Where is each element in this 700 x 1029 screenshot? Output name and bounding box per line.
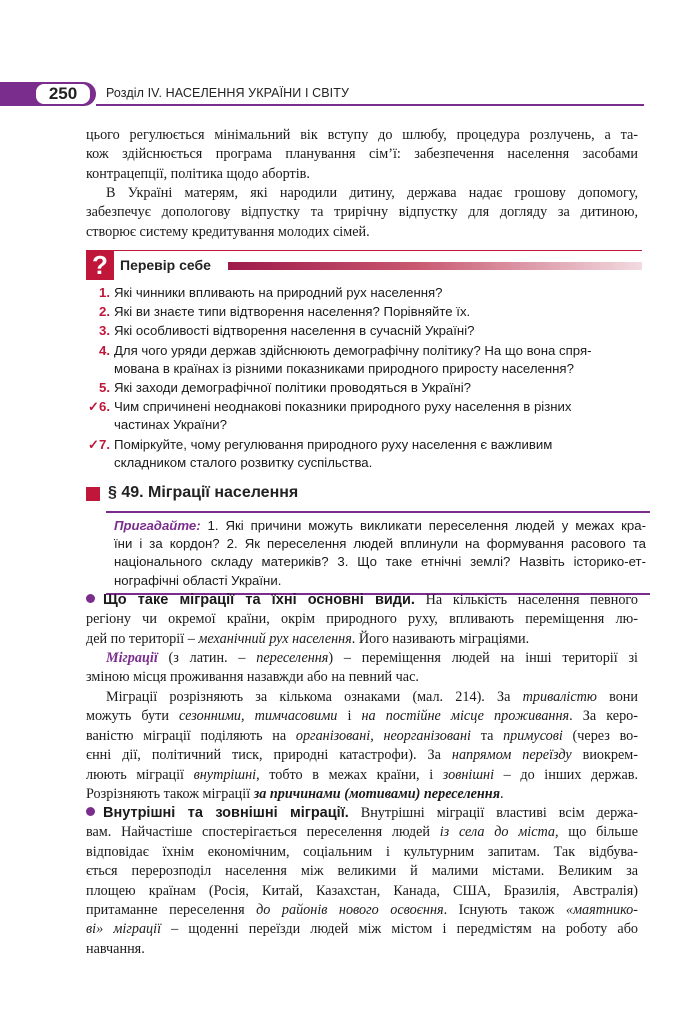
text-line: створює систему кредитування молодих сімей. (86, 223, 370, 240)
question-item (86, 303, 646, 321)
check-yourself-header (86, 250, 646, 280)
text-line: цього регулюється мінімальний вік вступу до шлюбу, процедура розлучень, а та- (86, 127, 638, 143)
italic-term: ві» міграції (86, 921, 162, 938)
question-text: Які чинники впливають на природний рух населення? (114, 285, 443, 300)
body-paragraph-4 (86, 804, 638, 959)
text-run: виокрем- (571, 747, 639, 764)
section-title: Розділ IV. НАСЕЛЕННЯ УКРАЇНИ І СВІТУ (106, 86, 350, 100)
text-run: . За керо- (569, 708, 638, 725)
text-line (86, 591, 638, 610)
header-rule (96, 104, 644, 106)
question-text: частинах України? (114, 417, 227, 433)
question-item (86, 398, 646, 434)
text-line: ється перерозподіл населення між великими й малими містами. Великим за (86, 863, 638, 880)
text-line: відповідає їхнім економічним, соціальним і культурним запитам. Так відбува- (86, 843, 638, 860)
question-text: складником сталого розвитку суспільства. (114, 454, 373, 470)
page-number: 250 (34, 82, 92, 106)
header-rule (114, 250, 642, 251)
text-line: кож здійснюється програма планування сім’ї: забезпечення населення засобами (86, 146, 638, 163)
italic-term: тривалістю (522, 689, 597, 705)
text-line (86, 727, 638, 746)
text-line (86, 746, 638, 765)
gradient-bar (228, 262, 642, 270)
recall-line (114, 517, 646, 535)
text-run: На кількість населення певного (414, 592, 638, 608)
text-run: – до інших держав. (494, 766, 638, 783)
question-number: ✓7. (87, 436, 110, 452)
intro-paragraph-2 (86, 184, 638, 242)
question-text: Які особливості відтворення населення в сучасній Україні? (114, 323, 475, 339)
text-line (86, 707, 638, 726)
question-number: 4. (99, 342, 110, 358)
text-run: Розрізняють також міграції (86, 786, 254, 803)
question-number: 2. (99, 304, 110, 320)
italic-term: напрямом переїзду (451, 747, 572, 764)
recall-line: їни і за кордон? 2. Як переселення людей вплинули на формування расового та (114, 536, 646, 552)
recall-box (106, 511, 650, 595)
question-item (86, 379, 646, 397)
text-line: зміною місця проживання назавжди або на певний час. (86, 669, 419, 686)
text-line (86, 823, 638, 842)
bullet-icon (86, 594, 95, 603)
question-item (86, 436, 646, 472)
question-text: Які заходи демографічної політики проводяться в Україні? (114, 380, 471, 396)
text-run: (через во- (562, 727, 639, 744)
text-run: вони (596, 689, 638, 705)
italic-term: переселення (256, 650, 329, 666)
text-run: Міграції розрізняють за кількома ознаками (мал. 214). За (106, 689, 523, 705)
text-run: ваністю міграції поділяють на (86, 727, 296, 744)
question-item (86, 322, 646, 340)
text-run: , що більше (555, 824, 639, 841)
italic-term: механічний рух населення (198, 630, 352, 647)
question-text: Чим спричинені неоднакові показники природного руху населення в різних (114, 399, 572, 415)
text-line: площею країнам (Росія, Китай, Казахстан, Канада, США, Бразилія, Австралія) (86, 882, 638, 899)
recall-label: Пригадайте: (114, 518, 201, 533)
check-yourself-title: Перевір себе (120, 257, 211, 273)
question-number: 1. (99, 285, 110, 300)
text-run: і (337, 708, 362, 725)
text-line (86, 688, 638, 707)
text-run: (з латин. – (157, 650, 257, 666)
text-run: – щоденні переїзди людей між містом і передмістям на роботу або (161, 921, 638, 938)
question-text: Для чого уряди держав здійснюють демографічну політику? На що вона спря- (114, 342, 592, 358)
text-run: вам. Найчастіше спостерігається переселення людей (86, 824, 440, 841)
italic-term: на постійне місце проживання (361, 708, 570, 725)
italic-term: примусові (503, 727, 563, 744)
text-run: єнні дії, політичний тиск, природні катастрофи). За (86, 747, 452, 764)
text-line (86, 766, 638, 785)
text-line (86, 785, 638, 804)
question-text: Поміркуйте, чому регулювання природного руху населення є важливим (114, 436, 553, 452)
question-item (86, 284, 646, 302)
bullet-icon (86, 807, 95, 816)
intro-paragraph-1 (86, 126, 638, 184)
question-mark-icon: ? (86, 250, 114, 280)
text-run: , тобто в межах країни, і (256, 766, 443, 783)
text-line: регіону чи окремої країни, окрім природного руху, впливають переміщення лю- (86, 611, 638, 628)
term-migrations: Міграції (106, 650, 158, 666)
text-run: . Існують також (443, 902, 566, 919)
recall-line: національного складу материків? 3. Що таке етнічні землі? Назвіть історико-ет- (114, 554, 646, 570)
section-heading-text: § 49. Міграції населення (108, 484, 299, 501)
bold-italic-term: за причинами (мотивами) переселення (253, 786, 500, 803)
recall-line: нографічні області України. (114, 572, 282, 588)
body-paragraph-3 (86, 688, 638, 804)
section-heading (86, 484, 646, 504)
text-run: . Його називають міграціями. (351, 630, 530, 647)
body-paragraph-1 (86, 591, 638, 649)
text-line: навчання. (86, 940, 145, 957)
text-run: люють міграції (86, 766, 194, 783)
question-text: Які ви знаєте типи відтворення населення? Порівняйте їх. (114, 304, 471, 320)
text-line (86, 804, 638, 823)
italic-term: внутрішні (193, 766, 257, 783)
text-line: забезпечує допологову відпустку та трирічну відпустку для догляду за дитиною, (86, 204, 638, 221)
square-marker-icon (86, 487, 100, 501)
questions-list (86, 284, 646, 473)
italic-term: сезонними, тимчасовими (179, 708, 338, 725)
page-header (0, 82, 644, 106)
text-run: ) – переміщення людей на інші території зі (328, 650, 638, 666)
bold-heading: Що таке міграції та їхні основні види. (103, 592, 415, 608)
recall-text: 1. Які причини можуть викликати переселення людей у межах кра- (200, 518, 646, 533)
italic-term: організовані, неорганізовані (295, 727, 471, 744)
text-line: В Україні матерям, які народили дитину, держава надає грошову допомогу, (106, 185, 638, 201)
text-run: Внутрішні міграції властиві всім держа- (348, 805, 638, 821)
text-line (86, 630, 638, 649)
text-line (86, 901, 638, 920)
italic-term: до районів нового освоєння (256, 902, 444, 919)
question-number: 5. (99, 380, 110, 396)
italic-term: із села до міста (439, 824, 556, 841)
italic-term: «маятнико- (565, 902, 638, 919)
bold-heading: Внутрішні та зовнішні міграції. (103, 805, 349, 821)
text-run: притаманне переселення (86, 902, 257, 919)
text-run: та (471, 727, 504, 744)
text-run: можуть бути (86, 708, 180, 725)
body-paragraph-2 (86, 649, 638, 688)
text-line (86, 920, 638, 939)
question-text: мована в країнах із різними показниками природного приросту населення? (114, 360, 574, 376)
italic-term: зовнішні (442, 766, 495, 783)
question-number: ✓6. (87, 399, 110, 415)
text-run: . (500, 786, 504, 803)
text-run: дей по території – (86, 630, 199, 647)
question-item (86, 342, 646, 378)
text-line: контрацепції, політика щодо абортів. (86, 165, 310, 182)
question-number: 3. (99, 323, 110, 339)
text-line (86, 649, 638, 668)
